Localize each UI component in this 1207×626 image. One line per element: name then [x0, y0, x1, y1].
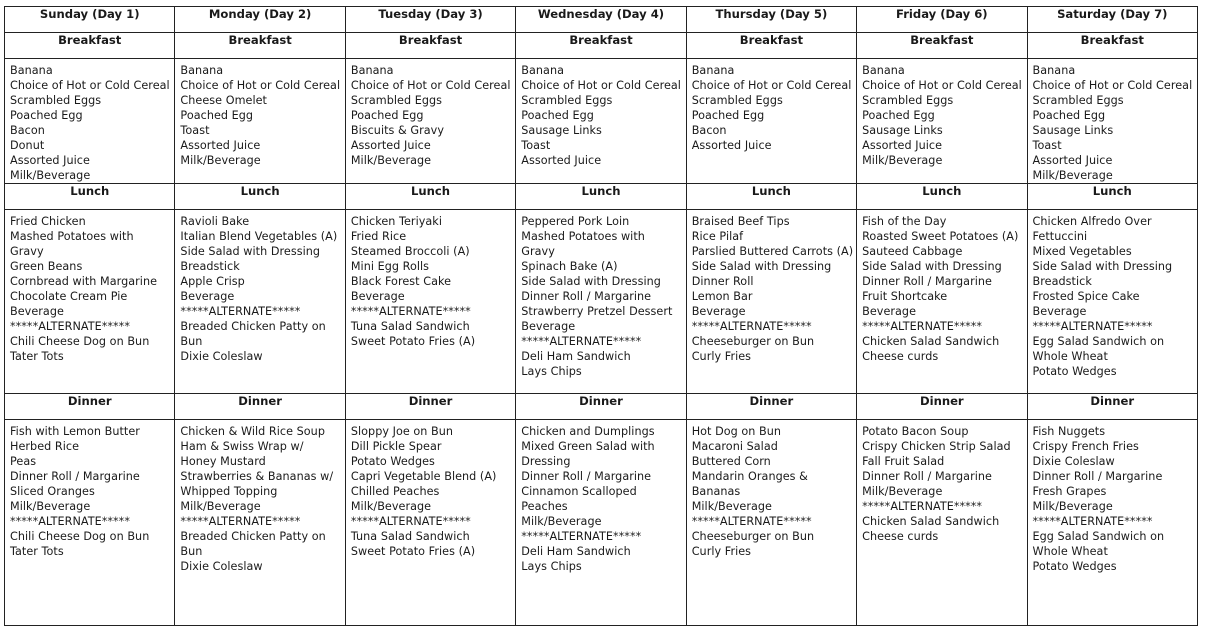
menu-item: Whole Wheat [1032, 350, 1108, 363]
menu-item: Milk/Beverage [10, 169, 91, 182]
menu-cell [516, 210, 686, 394]
menu-item-list [857, 210, 1026, 364]
menu-item: Roasted Sweet Potatoes (A) [862, 230, 1019, 243]
menu-item: Peaches [521, 500, 568, 513]
meal-header: Dinner [345, 394, 515, 420]
menu-item: Crispy Chicken Strip Salad [862, 440, 1011, 453]
menu-item: Choice of Hot or Cold Cereal [350, 79, 511, 92]
menu-item: Choice of Hot or Cold Cereal [862, 79, 1022, 92]
meal-header: Lunch [1027, 184, 1197, 210]
menu-item: Apple Crisp [180, 275, 245, 288]
menu-cell [686, 59, 856, 184]
menu-item: *****ALTERNATE***** [350, 515, 471, 528]
menu-item: Whole Wheat [1032, 545, 1108, 558]
menu-cell [345, 420, 515, 626]
menu-item: Side Salad with Dressing [521, 275, 661, 288]
meal-header: Lunch [175, 184, 345, 210]
menu-item: Choice of Hot or Cold Cereal [10, 79, 170, 92]
menu-item: Fried Chicken [10, 215, 86, 228]
menu-item: Donut [10, 139, 45, 152]
menu-item: Choice of Hot or Cold Cereal [521, 79, 681, 92]
meal-header: Breakfast [1027, 33, 1197, 59]
meal-header: Dinner [175, 394, 345, 420]
menu-item: Fried Rice [350, 230, 407, 243]
menu-item: Sausage Links [862, 124, 943, 137]
menu-item: Italian Blend Vegetables (A) [180, 230, 338, 243]
menu-item: Curly Fries [691, 545, 752, 558]
meal-header: Breakfast [516, 33, 686, 59]
menu-item: Choice of Hot or Cold Cereal [180, 79, 341, 92]
menu-item: Beverage [180, 290, 235, 303]
menu-item: Dill Pickle Spear [350, 440, 442, 453]
menu-item: Scrambled Eggs [862, 94, 954, 107]
menu-item: Chicken & Wild Rice Soup [180, 425, 325, 438]
menu-item-list [5, 420, 174, 559]
menu-item: Steamed Broccoli (A) [350, 245, 470, 258]
meal-header: Breakfast [857, 33, 1027, 59]
menu-item: Poached Egg [1032, 109, 1106, 122]
menu-item: Dinner Roll / Margarine [862, 275, 992, 288]
menu-item: Milk/Beverage [521, 515, 602, 528]
menu-item: Beverage [521, 320, 576, 333]
menu-item: Milk/Beverage [862, 154, 943, 167]
menu-item: Lays Chips [521, 560, 582, 573]
menu-item: Egg Salad Sandwich on [1032, 530, 1165, 543]
meal-header: Lunch [857, 184, 1027, 210]
menu-item-list [1028, 210, 1197, 379]
menu-item: Capri Vegetable Blend (A) [350, 470, 497, 483]
menu-item: Assorted Juice [10, 154, 90, 167]
menu-item: Bananas [691, 485, 741, 498]
day-header: Tuesday (Day 3) [345, 7, 515, 33]
ln-header-row [5, 184, 1198, 210]
menu-item: Bun [180, 545, 203, 558]
menu-item: Mini Egg Rolls [350, 260, 430, 273]
dn-header-row [5, 394, 1198, 420]
menu-item-list [516, 420, 685, 574]
menu-item: Sweet Potato Fries (A) [350, 335, 476, 348]
menu-item: *****ALTERNATE***** [180, 515, 301, 528]
menu-item: Buttered Corn [691, 455, 771, 468]
menu-item: Banana [180, 64, 224, 77]
day-header-row [5, 7, 1198, 33]
menu-item: Banana [10, 64, 53, 77]
meal-header: Breakfast [175, 33, 345, 59]
dn-items-row [5, 420, 1198, 626]
menu-item: Poached Egg [691, 109, 765, 122]
menu-item: Chocolate Cream Pie [10, 290, 128, 303]
menu-cell [175, 420, 345, 626]
menu-item: Macaroni Salad [691, 440, 778, 453]
menu-item: Deli Ham Sandwich [521, 545, 631, 558]
menu-item: Dinner Roll / Margarine [862, 470, 992, 483]
menu-item: Milk/Beverage [350, 154, 432, 167]
menu-item: Tuna Salad Sandwich [350, 320, 470, 333]
day-header: Friday (Day 6) [857, 7, 1027, 33]
menu-item: *****ALTERNATE***** [1032, 320, 1153, 333]
menu-item-list [516, 59, 685, 168]
menu-item: Scrambled Eggs [1032, 94, 1124, 107]
menu-item: Bacon [691, 124, 727, 137]
menu-item: Chicken and Dumplings [521, 425, 655, 438]
menu-item: Dixie Coleslaw [180, 560, 263, 573]
menu-item: Fruit Shortcake [862, 290, 948, 303]
menu-item: *****ALTERNATE***** [862, 320, 983, 333]
menu-item: Dixie Coleslaw [180, 350, 263, 363]
menu-item: Cornbread with Margarine [10, 275, 158, 288]
menu-item: Beverage [350, 290, 405, 303]
menu-item-list [1028, 420, 1197, 574]
menu-cell [516, 59, 686, 184]
menu-item-list [175, 59, 344, 168]
menu-item: Peppered Pork Loin [521, 215, 630, 228]
menu-item: Potato Bacon Soup [862, 425, 969, 438]
menu-item: Gravy [10, 245, 44, 258]
menu-item: Black Forest Cake [350, 275, 452, 288]
menu-item: *****ALTERNATE***** [691, 515, 812, 528]
menu-cell [345, 59, 515, 184]
menu-item: Dixie Coleslaw [1032, 455, 1115, 468]
menu-item: Sweet Potato Fries (A) [350, 545, 476, 558]
meal-header: Dinner [516, 394, 686, 420]
meal-header: Lunch [686, 184, 856, 210]
menu-item: Banana [691, 64, 735, 77]
menu-item: Potato Wedges [1032, 365, 1117, 378]
menu-item: Biscuits & Gravy [350, 124, 445, 137]
menu-item: Milk/Beverage [862, 485, 943, 498]
menu-item: Scrambled Eggs [350, 94, 442, 107]
menu-cell [5, 210, 175, 394]
menu-item: *****ALTERNATE***** [180, 305, 301, 318]
menu-item: Breaded Chicken Patty on [180, 320, 326, 333]
menu-cell [686, 420, 856, 626]
menu-item: Herbed Rice [10, 440, 80, 453]
menu-item: Strawberry Pretzel Dessert [521, 305, 673, 318]
menu-cell [5, 59, 175, 184]
meal-header: Breakfast [345, 33, 515, 59]
menu-item-list [687, 420, 856, 559]
menu-item: Poached Egg [350, 109, 424, 122]
menu-item: Tuna Salad Sandwich [350, 530, 470, 543]
menu-item: Whipped Topping [180, 485, 278, 498]
menu-item: Banana [350, 64, 394, 77]
menu-cell [857, 420, 1027, 626]
menu-cell [345, 210, 515, 394]
menu-item: Beverage [691, 305, 746, 318]
meal-header: Dinner [1027, 394, 1197, 420]
menu-item: Side Salad with Dressing [862, 260, 1002, 273]
menu-item: Toast [521, 139, 551, 152]
menu-item: Beverage [10, 305, 64, 318]
menu-item: Peas [10, 455, 37, 468]
menu-item: Fish with Lemon Butter [10, 425, 140, 438]
meal-header: Dinner [857, 394, 1027, 420]
menu-item-list [346, 210, 515, 349]
menu-item: Choice of Hot or Cold Cereal [1032, 79, 1193, 92]
menu-item: *****ALTERNATE***** [10, 320, 130, 333]
menu-item: *****ALTERNATE***** [10, 515, 130, 528]
menu-item: Mixed Green Salad with [521, 440, 655, 453]
menu-item: Rice Pilaf [691, 230, 744, 243]
menu-item: Assorted Juice [1032, 154, 1113, 167]
menu-item: Fish of the Day [862, 215, 947, 228]
menu-item: Toast [1032, 139, 1062, 152]
menu-item: Strawberries & Bananas w/ [180, 470, 334, 483]
menu-item: Cheeseburger on Bun [691, 530, 815, 543]
meal-header: Dinner [5, 394, 175, 420]
day-header: Wednesday (Day 4) [516, 7, 686, 33]
menu-item: Fettuccini [1032, 230, 1088, 243]
menu-item: Poached Egg [862, 109, 935, 122]
menu-item: Dinner Roll / Margarine [10, 470, 140, 483]
menu-item: Side Salad with Dressing [1032, 260, 1173, 273]
menu-item: Dinner Roll / Margarine [1032, 470, 1163, 483]
menu-item: Bacon [10, 124, 45, 137]
menu-item: Cheese curds [862, 350, 939, 363]
menu-cell [857, 210, 1027, 394]
menu-item: Sliced Oranges [10, 485, 95, 498]
menu-item: Poached Egg [521, 109, 594, 122]
menu-item: Deli Ham Sandwich [521, 350, 631, 363]
menu-item: Assorted Juice [350, 139, 431, 152]
meal-header: Breakfast [5, 33, 175, 59]
menu-item: Assorted Juice [180, 139, 261, 152]
meal-header: Dinner [686, 394, 856, 420]
menu-item: Dinner Roll [691, 275, 754, 288]
day-header: Saturday (Day 7) [1027, 7, 1197, 33]
menu-item-list [346, 420, 515, 559]
menu-item: Milk/Beverage [350, 500, 432, 513]
day-header: Thursday (Day 5) [686, 7, 856, 33]
menu-item: Beverage [1032, 305, 1087, 318]
menu-item: Dressing [521, 455, 571, 468]
menu-item: Milk/Beverage [1032, 169, 1113, 182]
menu-item: Curly Fries [691, 350, 752, 363]
menu-item-list [516, 210, 685, 379]
menu-item: *****ALTERNATE***** [862, 500, 983, 513]
day-header: Monday (Day 2) [175, 7, 345, 33]
menu-item: Breaded Chicken Patty on [180, 530, 326, 543]
menu-item: Ravioli Bake [180, 215, 250, 228]
menu-item: Banana [1032, 64, 1076, 77]
menu-item: Braised Beef Tips [691, 215, 790, 228]
menu-item: Hot Dog on Bun [691, 425, 782, 438]
menu-item: Milk/Beverage [691, 500, 772, 513]
menu-item: Dinner Roll / Margarine [521, 470, 652, 483]
menu-item: Potato Wedges [1032, 560, 1117, 573]
meal-header: Lunch [516, 184, 686, 210]
menu-item: Cheese curds [862, 530, 939, 543]
menu-cell [5, 420, 175, 626]
menu-item: Side Salad with Dressing [691, 260, 832, 273]
menu-item: Gravy [521, 245, 555, 258]
bf-header-row [5, 33, 1198, 59]
menu-item: Poached Egg [10, 109, 83, 122]
menu-item: Spinach Bake (A) [521, 260, 618, 273]
menu-cell [857, 59, 1027, 184]
menu-cell [516, 420, 686, 626]
menu-item: Sauteed Cabbage [862, 245, 963, 258]
menu-item: Breadstick [1032, 275, 1092, 288]
bf-items-row [5, 59, 1198, 184]
menu-item-list [175, 420, 344, 574]
menu-item: Chicken Teriyaki [350, 215, 442, 228]
menu-item: Chicken Alfredo Over [1032, 215, 1152, 228]
menu-item: Lemon Bar [691, 290, 753, 303]
menu-item: Fresh Grapes [1032, 485, 1107, 498]
menu-item: Mashed Potatoes with [521, 230, 645, 243]
menu-item-list [687, 59, 856, 153]
menu-item-list [346, 59, 515, 168]
menu-item: Toast [180, 124, 210, 137]
menu-item: Scrambled Eggs [521, 94, 613, 107]
menu-item: Chilled Peaches [350, 485, 440, 498]
menu-item: Cheese Omelet [180, 94, 267, 107]
menu-item: Chicken Salad Sandwich [862, 335, 1000, 348]
menu-item: Side Salad with Dressing [180, 245, 321, 258]
menu-item: Poached Egg [180, 109, 254, 122]
menu-item: Assorted Juice [521, 154, 602, 167]
menu-item: *****ALTERNATE***** [521, 530, 642, 543]
menu-item: Fish Nuggets [1032, 425, 1106, 438]
menu-item: Mandarin Oranges & [691, 470, 808, 483]
menu-item: Mashed Potatoes with [10, 230, 134, 243]
menu-item: *****ALTERNATE***** [350, 305, 471, 318]
menu-item: Chili Cheese Dog on Bun [10, 530, 150, 543]
menu-item: Scrambled Eggs [10, 94, 102, 107]
menu-item-list [5, 59, 174, 183]
menu-item: Frosted Spice Cake [1032, 290, 1140, 303]
menu-item: Dinner Roll / Margarine [521, 290, 652, 303]
menu-item: Banana [521, 64, 564, 77]
menu-cell [686, 210, 856, 394]
menu-item-list [5, 210, 174, 364]
menu-item: Sausage Links [1032, 124, 1114, 137]
day-header: Sunday (Day 1) [5, 7, 175, 33]
meal-header: Lunch [5, 184, 175, 210]
menu-item: Sausage Links [521, 124, 602, 137]
menu-item: Beverage [862, 305, 917, 318]
menu-item: Chili Cheese Dog on Bun [10, 335, 150, 348]
menu-cell [1027, 210, 1197, 394]
menu-item: Cheeseburger on Bun [691, 335, 815, 348]
menu-item: Egg Salad Sandwich on [1032, 335, 1165, 348]
menu-item: Ham & Swiss Wrap w/ [180, 440, 304, 453]
menu-item: *****ALTERNATE***** [521, 335, 642, 348]
menu-item: Chicken Salad Sandwich [862, 515, 1000, 528]
menu-cell [1027, 420, 1197, 626]
menu-item: Tater Tots [10, 350, 64, 363]
menu-item: Scrambled Eggs [691, 94, 783, 107]
menu-cell [1027, 59, 1197, 184]
meal-header: Lunch [345, 184, 515, 210]
menu-item: Potato Wedges [350, 455, 435, 468]
menu-item: Mixed Vegetables [1032, 245, 1132, 258]
menu-item: Parslied Buttered Carrots (A) [691, 245, 854, 258]
menu-item: Milk/Beverage [180, 500, 261, 513]
menu-item: Tater Tots [10, 545, 64, 558]
menu-item: Banana [862, 64, 905, 77]
menu-item-list [175, 210, 344, 364]
menu-item: Milk/Beverage [10, 500, 91, 513]
menu-cell [175, 210, 345, 394]
menu-item: Milk/Beverage [180, 154, 261, 167]
menu-item: Sloppy Joe on Bun [350, 425, 454, 438]
menu-item: Honey Mustard [180, 455, 266, 468]
menu-item: Assorted Juice [862, 139, 943, 152]
menu-item: *****ALTERNATE***** [1032, 515, 1153, 528]
menu-item-list [857, 59, 1026, 168]
ln-items-row [5, 210, 1198, 394]
menu-item: Bun [180, 335, 203, 348]
menu-cell [175, 59, 345, 184]
menu-item: Cinnamon Scalloped [521, 485, 637, 498]
menu-item: Lays Chips [521, 365, 582, 378]
menu-item: Crispy French Fries [1032, 440, 1139, 453]
menu-item: Assorted Juice [691, 139, 772, 152]
menu-item-list [1028, 59, 1197, 183]
menu-item: Breadstick [180, 260, 240, 273]
menu-item: Milk/Beverage [1032, 500, 1113, 513]
menu-item: Green Beans [10, 260, 83, 273]
menu-item: *****ALTERNATE***** [691, 320, 812, 333]
menu-item-list [687, 210, 856, 364]
menu-item: Choice of Hot or Cold Cereal [691, 79, 852, 92]
menu-body [5, 7, 1198, 626]
weekly-menu-table [4, 6, 1198, 626]
meal-header: Breakfast [686, 33, 856, 59]
menu-item-list [857, 420, 1026, 544]
menu-item: Fall Fruit Salad [862, 455, 945, 468]
